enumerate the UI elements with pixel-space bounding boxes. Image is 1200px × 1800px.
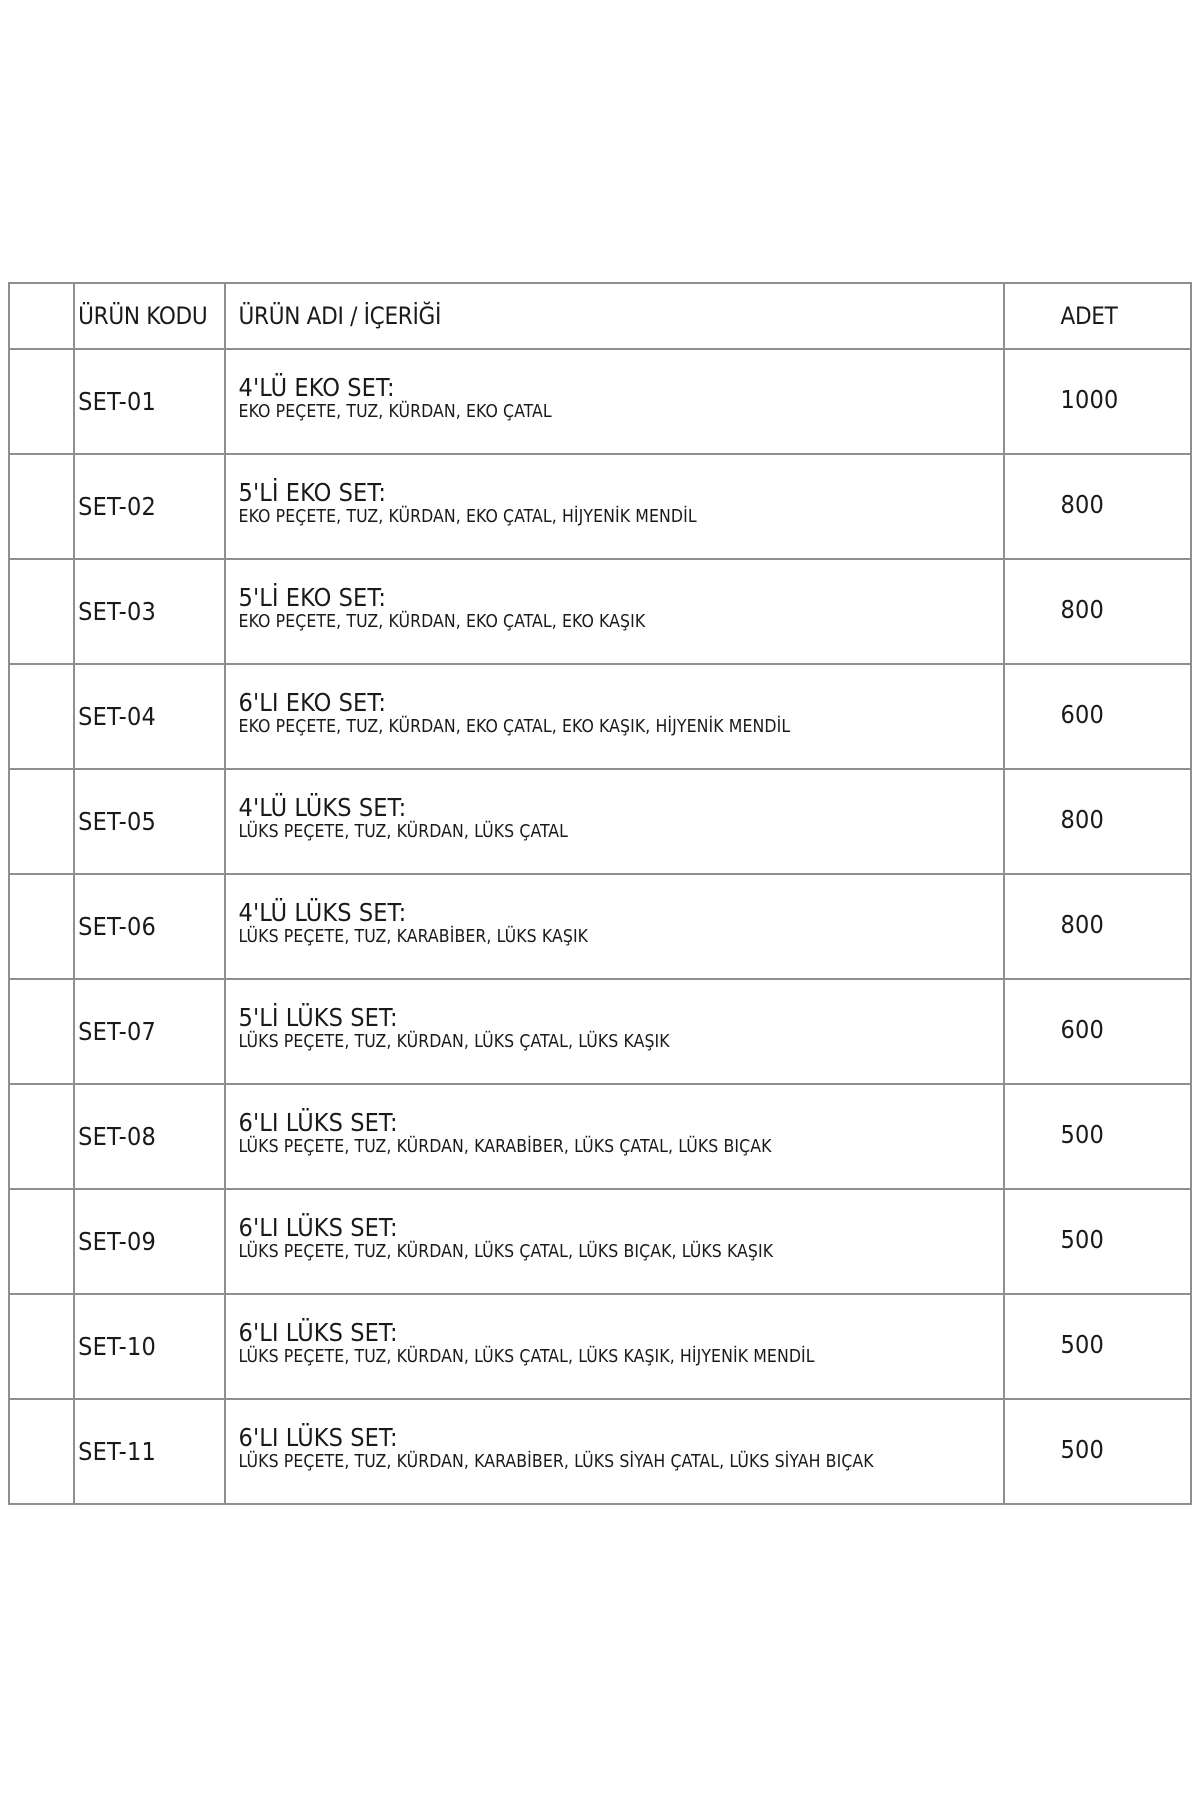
quantity: 500 (1060, 1330, 1105, 1359)
code-cell (74, 769, 224, 874)
set-contents: EKO PEÇETE, TUZ, KÜRDAN, EKO ÇATAL, EKO KAŞIK, HİJYENİK MENDİL (238, 716, 791, 737)
blank-cell (9, 559, 74, 664)
blank-cell (9, 664, 74, 769)
name-cell (225, 454, 1004, 559)
blank-cell (9, 979, 74, 1084)
qty-cell (1004, 559, 1192, 664)
code-cell (74, 874, 224, 979)
set-contents: EKO PEÇETE, TUZ, KÜRDAN, EKO ÇATAL, HİJYENİK MENDİL (238, 506, 697, 527)
table-row (9, 559, 1191, 664)
qty-cell (1004, 769, 1192, 874)
quantity: 800 (1060, 595, 1105, 624)
set-title: 6'LI LÜKS SET: (238, 1422, 398, 1452)
table-row (9, 874, 1191, 979)
name-cell (225, 349, 1004, 454)
code-cell (74, 1399, 224, 1504)
qty-header-cell (1004, 283, 1192, 349)
qty-cell (1004, 664, 1192, 769)
qty-cell (1004, 874, 1192, 979)
set-contents: LÜKS PEÇETE, TUZ, KARABİBER, LÜKS KAŞIK (238, 926, 589, 947)
blank-header-cell (9, 283, 74, 349)
qty-cell (1004, 1084, 1192, 1189)
product-code: SET-06 (78, 912, 157, 941)
qty-cell (1004, 1189, 1192, 1294)
product-code: SET-04 (78, 702, 157, 731)
set-title: 6'LI EKO SET: (238, 687, 387, 717)
table-row (9, 664, 1191, 769)
table-row (9, 454, 1191, 559)
qty-column-header: ADET (1060, 302, 1118, 330)
qty-cell (1004, 1399, 1192, 1504)
blank-cell (9, 1399, 74, 1504)
name-cell (225, 979, 1004, 1084)
name-cell (225, 1084, 1004, 1189)
name-column-header: ÜRÜN ADI / İÇERİĞİ (238, 302, 442, 330)
name-cell (225, 559, 1004, 664)
blank-cell (9, 454, 74, 559)
table-row (9, 349, 1191, 454)
set-title: 4'LÜ LÜKS SET: (238, 792, 407, 822)
code-column-header: ÜRÜN KODU (78, 302, 208, 330)
code-cell (74, 1084, 224, 1189)
code-cell (74, 979, 224, 1084)
set-title: 4'LÜ EKO SET: (238, 372, 395, 402)
quantity: 500 (1060, 1225, 1105, 1254)
name-cell (225, 664, 1004, 769)
qty-cell (1004, 1294, 1192, 1399)
product-code: SET-10 (78, 1332, 157, 1361)
product-code: SET-11 (78, 1437, 157, 1466)
quantity: 800 (1060, 910, 1105, 939)
table-row (9, 1294, 1191, 1399)
code-cell (74, 454, 224, 559)
product-code: SET-08 (78, 1122, 157, 1151)
set-contents: LÜKS PEÇETE, TUZ, KÜRDAN, LÜKS ÇATAL, LÜKS KAŞIK (238, 1031, 670, 1052)
product-code: SET-02 (78, 492, 157, 521)
blank-cell (9, 874, 74, 979)
blank-cell (9, 1189, 74, 1294)
name-header-cell (225, 283, 1004, 349)
table-header-row (9, 283, 1191, 349)
set-contents: LÜKS PEÇETE, TUZ, KÜRDAN, KARABİBER, LÜKS ÇATAL, LÜKS BIÇAK (238, 1136, 772, 1157)
table-row (9, 1084, 1191, 1189)
product-set-table (8, 282, 1192, 1505)
set-title: 6'LI LÜKS SET: (238, 1317, 398, 1347)
qty-cell (1004, 454, 1192, 559)
qty-cell (1004, 349, 1192, 454)
code-header-cell (74, 283, 224, 349)
name-cell (225, 1189, 1004, 1294)
quantity: 500 (1060, 1120, 1105, 1149)
blank-cell (9, 1294, 74, 1399)
set-title: 5'Lİ LÜKS SET: (238, 1002, 398, 1032)
quantity: 800 (1060, 490, 1105, 519)
name-cell (225, 1399, 1004, 1504)
quantity: 600 (1060, 700, 1105, 729)
set-contents: LÜKS PEÇETE, TUZ, KÜRDAN, LÜKS ÇATAL, LÜKS KAŞIK, HİJYENİK MENDİL (238, 1346, 815, 1367)
product-code: SET-09 (78, 1227, 157, 1256)
code-cell (74, 1189, 224, 1294)
product-code: SET-05 (78, 807, 157, 836)
quantity: 600 (1060, 1015, 1105, 1044)
quantity: 1000 (1060, 385, 1119, 414)
blank-cell (9, 769, 74, 874)
set-contents: LÜKS PEÇETE, TUZ, KÜRDAN, LÜKS ÇATAL, LÜKS BIÇAK, LÜKS KAŞIK (238, 1241, 774, 1262)
qty-cell (1004, 979, 1192, 1084)
set-title: 5'Lİ EKO SET: (238, 477, 387, 507)
product-code: SET-07 (78, 1017, 157, 1046)
name-cell (225, 1294, 1004, 1399)
set-contents: LÜKS PEÇETE, TUZ, KÜRDAN, KARABİBER, LÜKS SİYAH ÇATAL, LÜKS SİYAH BIÇAK (238, 1451, 874, 1472)
name-cell (225, 769, 1004, 874)
table-row (9, 769, 1191, 874)
code-cell (74, 559, 224, 664)
table-row (9, 1399, 1191, 1504)
set-title: 6'LI LÜKS SET: (238, 1212, 398, 1242)
set-contents: EKO PEÇETE, TUZ, KÜRDAN, EKO ÇATAL (238, 401, 552, 422)
blank-cell (9, 1084, 74, 1189)
quantity: 500 (1060, 1435, 1105, 1464)
product-code: SET-03 (78, 597, 157, 626)
table-row (9, 1189, 1191, 1294)
product-code: SET-01 (78, 387, 157, 416)
set-contents: EKO PEÇETE, TUZ, KÜRDAN, EKO ÇATAL, EKO KAŞIK (238, 611, 646, 632)
set-contents: LÜKS PEÇETE, TUZ, KÜRDAN, LÜKS ÇATAL (238, 821, 569, 842)
set-title: 5'Lİ EKO SET: (238, 582, 387, 612)
set-title: 6'LI LÜKS SET: (238, 1107, 398, 1137)
code-cell (74, 349, 224, 454)
set-title: 4'LÜ LÜKS SET: (238, 897, 407, 927)
blank-cell (9, 349, 74, 454)
quantity: 800 (1060, 805, 1105, 834)
table-row (9, 979, 1191, 1084)
name-cell (225, 874, 1004, 979)
code-cell (74, 664, 224, 769)
code-cell (74, 1294, 224, 1399)
